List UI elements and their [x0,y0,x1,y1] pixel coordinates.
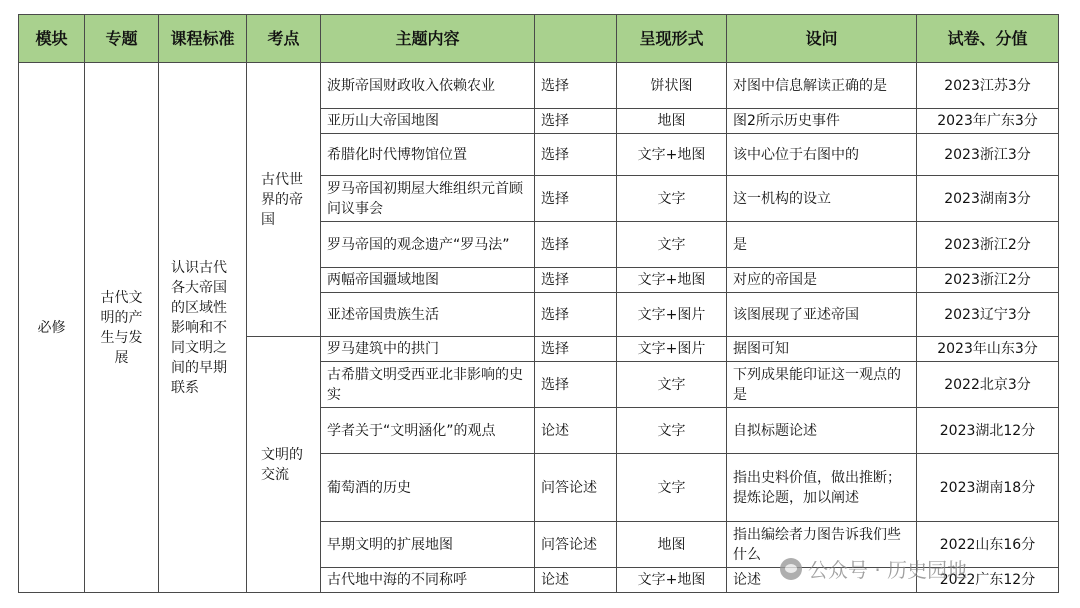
row-content: 罗马帝国的观念遗产“罗马法” [321,222,535,268]
row-question: 该图展现了亚述帝国 [727,293,917,337]
row-content: 古希腊文明受西亚北非影响的史实 [321,362,535,408]
row-form: 地图 [617,522,727,568]
row-question: 这一机构的设立 [727,176,917,222]
row-question: 对应的帝国是 [727,268,917,293]
wechat-icon [780,558,802,580]
row-question: 对图中信息解读正确的是 [727,63,917,109]
row-question: 是 [727,222,917,268]
row-question: 论述 [727,568,917,593]
row-content: 古代地中海的不同称呼 [321,568,535,593]
row-content: 葡萄酒的历史 [321,454,535,522]
row-paper: 2023湖北12分 [917,408,1059,454]
col-header-kaodian: 考点 [247,15,321,63]
row-content: 亚述帝国贵族生活 [321,293,535,337]
row-type: 选择 [535,134,617,176]
row-form: 文字+地图 [617,568,727,593]
col-header-topic: 专题 [85,15,159,63]
row-paper: 2022北京3分 [917,362,1059,408]
row-form: 文字+图片 [617,337,727,362]
row-content: 亚历山大帝国地图 [321,109,535,134]
row-type: 选择 [535,63,617,109]
row-content: 波斯帝国财政收入依赖农业 [321,63,535,109]
col-header-content: 主题内容 [321,15,535,63]
row-type: 论述 [535,568,617,593]
row-type: 问答论述 [535,454,617,522]
row-question: 指出史料价值，做出推断；提炼论题，加以阐述 [727,454,917,522]
row-type: 问答论述 [535,522,617,568]
row-paper: 2022广东12分 [917,568,1059,593]
watermark [780,554,967,583]
row-form: 文字+地图 [617,134,727,176]
row-content: 罗马帝国初期屋大维组织元首顾问议事会 [321,176,535,222]
row-type: 选择 [535,176,617,222]
row-paper: 2023浙江2分 [917,222,1059,268]
col-header-module: 模块 [19,15,85,63]
row-type: 选择 [535,337,617,362]
module-cell: 必修 [19,63,85,593]
row-form: 文字 [617,176,727,222]
row-question: 自拟标题论述 [727,408,917,454]
row-form: 文字 [617,362,727,408]
row-form: 文字+地图 [617,268,727,293]
row-form: 文字+图片 [617,293,727,337]
row-content: 早期文明的扩展地图 [321,522,535,568]
row-paper: 2023浙江3分 [917,134,1059,176]
row-type: 选择 [535,362,617,408]
row-content: 希腊化时代博物馆位置 [321,134,535,176]
row-content: 学者关于“文明涵化”的观点 [321,408,535,454]
standard-cell: 认识古代各大帝国的区域性影响和不同文明之间的早期联系 [159,63,247,593]
row-paper: 2023浙江2分 [917,268,1059,293]
row-question: 下列成果能印证这一观点的是 [727,362,917,408]
kaodian-cell-empire: 古代世界的帝国 [247,63,321,337]
row-form: 饼状图 [617,63,727,109]
row-type: 选择 [535,268,617,293]
col-header-form: 呈现形式 [617,15,727,63]
row-paper: 2023辽宁3分 [917,293,1059,337]
row-paper: 2023湖南18分 [917,454,1059,522]
row-form: 文字 [617,222,727,268]
col-header-type [535,15,617,63]
topic-cell: 古代文明的产生与发展 [85,63,159,593]
row-question: 指出编绘者力图告诉我们些什么 [727,522,917,568]
row-content: 罗马建筑中的拱门 [321,337,535,362]
row-paper: 2023年山东3分 [917,337,1059,362]
row-content: 两幅帝国疆域地图 [321,268,535,293]
row-question: 据图可知 [727,337,917,362]
row-type: 选择 [535,222,617,268]
row-paper: 2022山东16分 [917,522,1059,568]
col-header-standard: 课程标准 [159,15,247,63]
exam-table [18,14,1059,593]
row-question: 该中心位于右图中的 [727,134,917,176]
kaodian-cell-exchange: 文明的交流 [247,337,321,593]
row-paper: 2023湖南3分 [917,176,1059,222]
row-form: 文字 [617,408,727,454]
row-type: 论述 [535,408,617,454]
row-paper: 2023年广东3分 [917,109,1059,134]
row-type: 选择 [535,293,617,337]
col-header-paper: 试卷、分值 [917,15,1059,63]
watermark-text: 公众号 · 历史园地 [808,558,968,582]
row-form: 文字 [617,454,727,522]
row-question: 图2所示历史事件 [727,109,917,134]
row-type: 选择 [535,109,617,134]
row-paper: 2023江苏3分 [917,63,1059,109]
row-form: 地图 [617,109,727,134]
col-header-question: 设问 [727,15,917,63]
